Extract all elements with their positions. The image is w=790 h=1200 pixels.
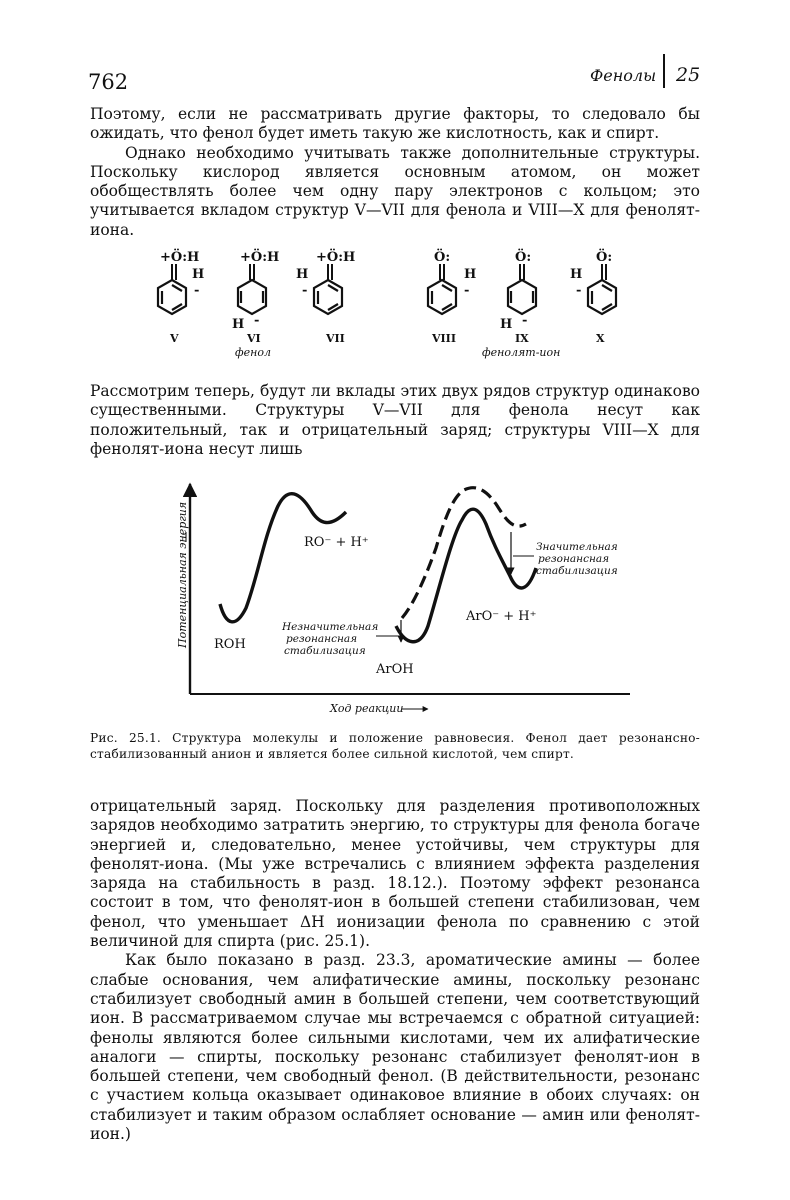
structure-vi (232, 248, 279, 359)
atom-label: H (464, 267, 477, 282)
atom-label: +Ö:H (160, 250, 200, 265)
atom-label: Ö: (434, 250, 451, 265)
atom-label: Ö: (596, 250, 613, 265)
resonance-structures (130, 246, 650, 366)
text-block-top (90, 105, 700, 240)
structure-ix (482, 248, 560, 359)
structure-label: V (170, 332, 179, 345)
header-divider (663, 54, 665, 88)
annotation-large: стабилизация (536, 565, 618, 577)
group-label: фенолят-ион (482, 346, 561, 359)
text-block-middle (90, 382, 700, 459)
atom-label: Ö: (515, 250, 532, 265)
structure-label: VIII (432, 332, 456, 345)
atom-label: H (500, 317, 513, 332)
y-axis-label: Потенциальная энергия (176, 501, 189, 648)
paragraph: Рассмотрим теперь, будут ли вклады этих двух рядов структур одинаково существенными. Структуры V—VII для фенола несут как положительный, так и отрицательный заряд; структуры VIII—X для фенолят-иона несут лишь (90, 382, 700, 458)
charge-label: - (522, 313, 528, 328)
structure-label: X (596, 332, 605, 345)
charge-label: - (302, 283, 308, 298)
label-roh: ROH (214, 637, 246, 652)
charge-label: - (576, 283, 582, 298)
chapter-number: 25 (676, 64, 701, 86)
atom-label: H (232, 317, 245, 332)
atom-label: H (570, 267, 583, 282)
structure-x (570, 248, 616, 345)
atom-label: H (296, 267, 309, 282)
paragraph: Как было показано в разд. 23.3, ароматические амины — более слабые основания, чем алифатические амины, поскольку резонанс стабилизует свободный амин в большей степени, чем соответствующий ион. В рассматриваемом случае мы встречаемся с обратной ситуацией: фенолы являются более сильными кислотами, чем их алифатические аналоги — спирты, поскольку резонанс стабилизует фенолят-ион в большей степени, чем свободный фенол. (В действительности, резонанс с участием кольца оказывает одинаковое влияние в обоих случаях: он стабилизует и таким образом ослабляет основание — амин или фенолят-ион.) (90, 951, 700, 1144)
x-axis-label: Ход реакции (330, 702, 404, 715)
structure-viii (428, 248, 476, 345)
energy-diagram (170, 476, 640, 726)
charge-label: - (464, 283, 470, 298)
hypothetical-curve (402, 488, 526, 618)
structure-v (158, 248, 204, 345)
label-aroh: ArOH (376, 662, 414, 677)
charge-label: - (194, 283, 200, 298)
charge-label: - (254, 313, 260, 328)
structure-label: IX (515, 332, 529, 345)
paragraph: отрицательный заряд. Поскольку для разделения противоположных зарядов необходимо затратить энергию, то структуры для фенола богаче энергией и, следовательно, менее устойчивы, чем структуры для фенолят-иона. (Мы уже встречались с влиянием эффекта разделения заряда на стабильность в разд. 18.12.). Поэтому эффект резонанса состоит в том, что фенолят-ион в большей степени стабилизован, чем фенол, что уменьшает ΔH ионизации фенола по сравнению с этой величиной для спирта (рис. 25.1). (90, 797, 700, 951)
structure-label: VI (247, 332, 261, 345)
label-ro-ion: RO⁻ + H⁺ (304, 535, 369, 550)
atom-label: H (192, 267, 205, 282)
atom-label: +Ö:H (316, 250, 356, 265)
page-number: 762 (88, 70, 129, 94)
figure-caption: Рис. 25.1. Структура молекулы и положение равновесия. Фенол дает резонансно-стабилизованный анион и является более сильной кислотой, чем спирт. (90, 731, 700, 761)
structure-vii (296, 248, 355, 345)
annotation-small: резонансная (286, 633, 358, 645)
annotation-small: стабилизация (284, 645, 366, 657)
group-label: фенол (235, 346, 271, 359)
label-aro-ion: ArO⁻ + H⁺ (466, 609, 537, 624)
paragraph: Однако необходимо учитывать также дополнительные структуры. Поскольку кислород является основным атомом, он может обобществлять более чем одну пару электронов с кольцом; это учитывается вкладом структур V—VII для фенола и VIII—X для фенолят-иона. (90, 143, 700, 239)
atom-label: +Ö:H (240, 250, 280, 265)
structure-label: VII (326, 332, 345, 345)
annotation-small: Незначительная (282, 621, 379, 633)
running-title: Фенолы (590, 66, 657, 85)
alcohol-curve (220, 494, 346, 622)
annotation-large: резонансная (538, 553, 610, 565)
annotation-large: Значительная (536, 541, 618, 553)
paragraph: Поэтому, если не рассматривать другие факторы, то следовало бы ожидать, что фенол будет иметь такую же кислотность, как и спирт. (90, 105, 700, 143)
text-block-bottom (90, 797, 700, 1144)
